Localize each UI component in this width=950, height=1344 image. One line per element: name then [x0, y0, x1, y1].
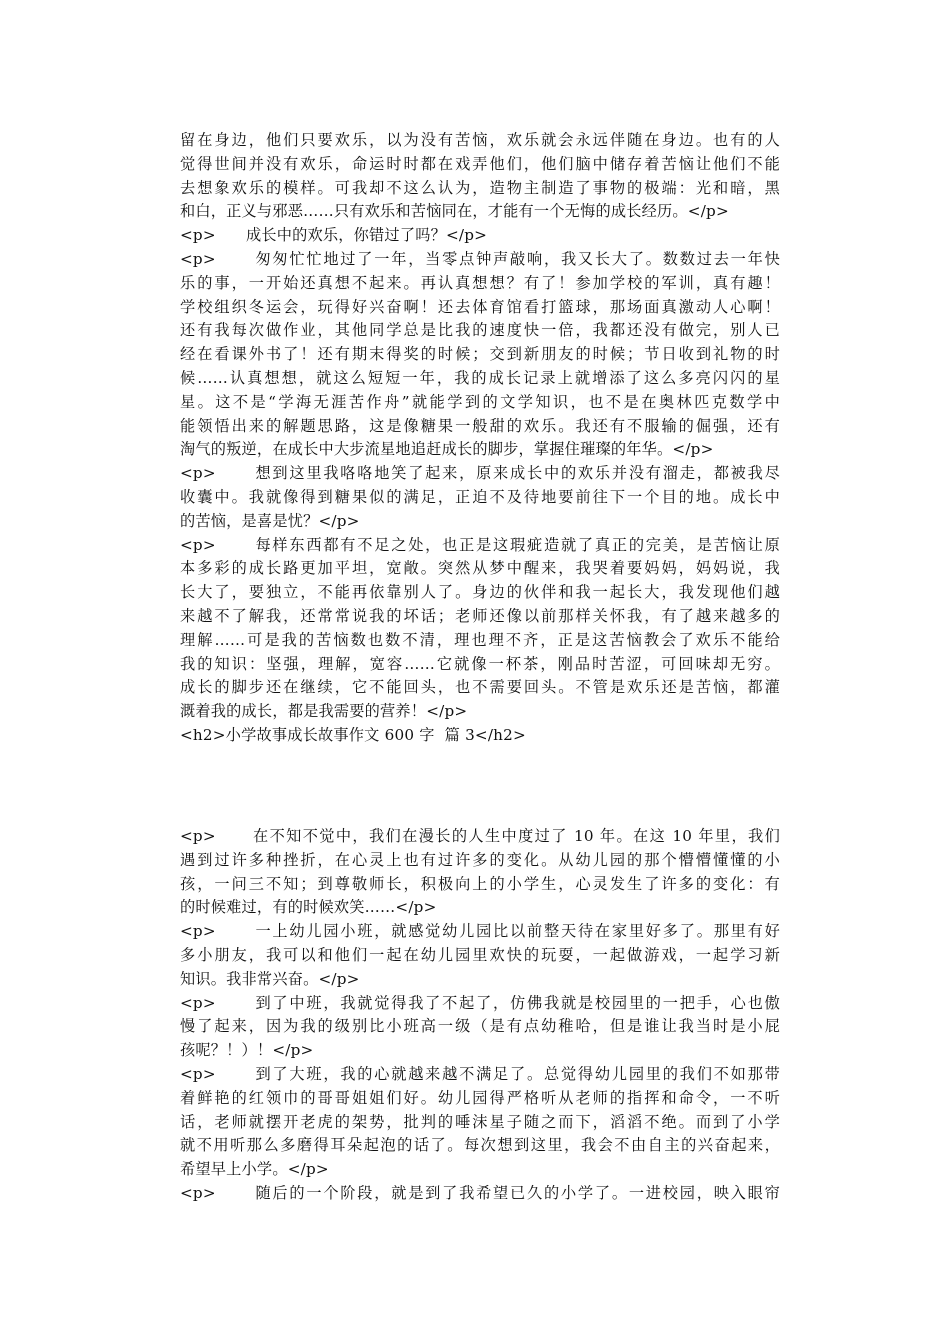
- section-heading: <h2>小学故事成长故事作文 600 字 篇 3</h2>: [180, 725, 526, 744]
- text-line: 希望早上小学。</p>: [180, 1160, 329, 1179]
- text-line: 的苦恼，是喜是忧？</p>: [180, 511, 360, 530]
- text-line: <p> 每样东西都有不足之处，也正是这瑕疵造就了真正的完美，是苦恼让原: [180, 535, 780, 554]
- text-line: 乐的事，一开始还真想不起来。再认真想想？有了！参加学校的军训，真有趣！: [180, 273, 780, 292]
- text-line: 还有我每次做作业，其他同学总是比我的速度快一倍，我都还没有做完，别人已: [180, 321, 780, 340]
- document-section-2: [180, 825, 780, 1206]
- text-line: 本多彩的成长路更加平坦，宽敞。突然从梦中醒来，我哭着要妈妈，妈妈说，我: [180, 559, 780, 578]
- text-line: 话，老师就摆开老虎的架势，批判的唾沫星子随之而下，滔滔不绝。而到了小学: [180, 1112, 780, 1131]
- text-line: <p> 一上幼儿园小班，就感觉幼儿园比以前整天待在家里好多了。那里有好: [180, 922, 780, 941]
- text-line: 孩，一问三不知；到尊敬师长，积极向上的小学生，心灵发生了许多的变化：有: [180, 874, 780, 893]
- text-line: 溉着我的成长，都是我需要的营养！</p>: [180, 702, 468, 721]
- text-line: <p> 在不知不觉中，我们在漫长的人生中度过了 10 年。在这 10 年里，我们: [180, 827, 780, 845]
- text-line: 留在身边，他们只要欢乐，以为没有苦恼，欢乐就会永远伴随在身边。也有的人: [180, 131, 780, 149]
- text-line: <p> 成长中的欢乐，你错过了吗？</p>: [180, 226, 488, 245]
- text-line: 星。这不是“学海无涯苦作舟”就能学到的文学知识，也不是在奥林匹克数学中: [180, 392, 780, 411]
- text-line: 知识。我非常兴奋。</p>: [180, 969, 360, 988]
- text-line: 孩呢？！）！</p>: [180, 1041, 314, 1060]
- text-line: 候……认真想想，就这么短短一年，我的成长记录上就增添了这么多亮闪闪的星: [180, 368, 780, 387]
- text-line: 就不用听那么多磨得耳朵起泡的话了。每次想到这里，我会不由自主的兴奋起来，: [180, 1136, 780, 1155]
- text-line: 理解……可是我的苦恼数也数不清，理也理不齐，正是这苦恼教会了欢乐不能给: [180, 630, 780, 649]
- text-line: 我的知识：坚强，理解，宽容……它就像一杯茶，刚品时苦涩，可回味却无穷。: [180, 654, 780, 673]
- text-line: 经在看课外书了！还有期末得奖的时候；交到新朋友的时候；节日收到礼物的时: [180, 345, 780, 364]
- text-line: 慢了起来，因为我的级别比小班高一级（是有点幼稚哈，但是谁让我当时是小屁: [180, 1017, 780, 1036]
- text-line: 遇到过许多种挫折，在心灵上也有过许多的变化。从幼儿园的那个懵懵懂懂的小: [180, 850, 780, 869]
- text-line: 的时候难过，有的时候欢笑……</p>: [180, 898, 437, 917]
- text-line: 着鲜艳的红领巾的哥哥姐姐们好。幼儿园得严格听从老师的指挥和命令，一不听: [180, 1088, 780, 1107]
- text-line: <p> 到了中班，我就觉得我了不起了，仿佛我就是校园里的一把手，心也傲: [180, 993, 780, 1012]
- text-line: <p> 匆匆忙忙地过了一年，当零点钟声敲响，我又长大了。数数过去一年快: [180, 249, 780, 268]
- text-line: 觉得世间并没有欢乐，命运时时都在戏弄他们，他们脑中储存着苦恼让他们不能: [180, 154, 780, 173]
- text-line: 能领悟出来的解题思路，这是像糖果一般甜的欢乐。我还有不服输的倔强，还有: [180, 416, 780, 435]
- text-line: 长大了，要独立，不能再依靠别人了。身边的伙伴和我一起长大，我发现他们越: [180, 583, 780, 602]
- text-line: 淘气的叛逆，在成长中大步流星地追赶成长的脚步，掌握住璀璨的年华。</p>: [180, 440, 714, 459]
- text-line: 成长的脚步还在继续，它不能回头，也不需要回头。不管是欢乐还是苦恼，都灌: [180, 678, 780, 697]
- text-line: <p> 到了大班，我的心就越来越不满足了。总觉得幼儿园里的我们不如那带: [180, 1064, 780, 1083]
- text-line: <p> 随后的一个阶段，就是到了我希望已久的小学了。一进校园，映入眼帘: [180, 1183, 780, 1202]
- text-line: 多小朋友，我可以和他们一起在幼儿园里欢快的玩耍，一起做游戏，一起学习新: [180, 945, 780, 964]
- document-section-1: [180, 129, 780, 748]
- text-line: 和白，正义与邪恶……只有欢乐和苦恼同在，才能有一个无悔的成长经历。</p>: [180, 202, 729, 221]
- text-line: 来越不了解我，还常常说我的坏话；老师还像以前那样关怀我，有了越来越多的: [180, 606, 780, 625]
- text-line: 去想象欢乐的模样。可我却不这么认为，造物主制造了事物的极端：光和暗，黑: [180, 178, 780, 197]
- text-line: 收囊中。我就像得到糖果似的满足，正迫不及待地要前往下一个目的地。成长中: [180, 487, 780, 506]
- text-line: 学校组织冬运会，玩得好兴奋啊！还去体育馆看打篮球，那场面真激动人心啊！: [180, 297, 780, 316]
- text-line: <p> 想到这里我咯咯地笑了起来，原来成长中的欢乐并没有溜走，都被我尽: [180, 464, 780, 483]
